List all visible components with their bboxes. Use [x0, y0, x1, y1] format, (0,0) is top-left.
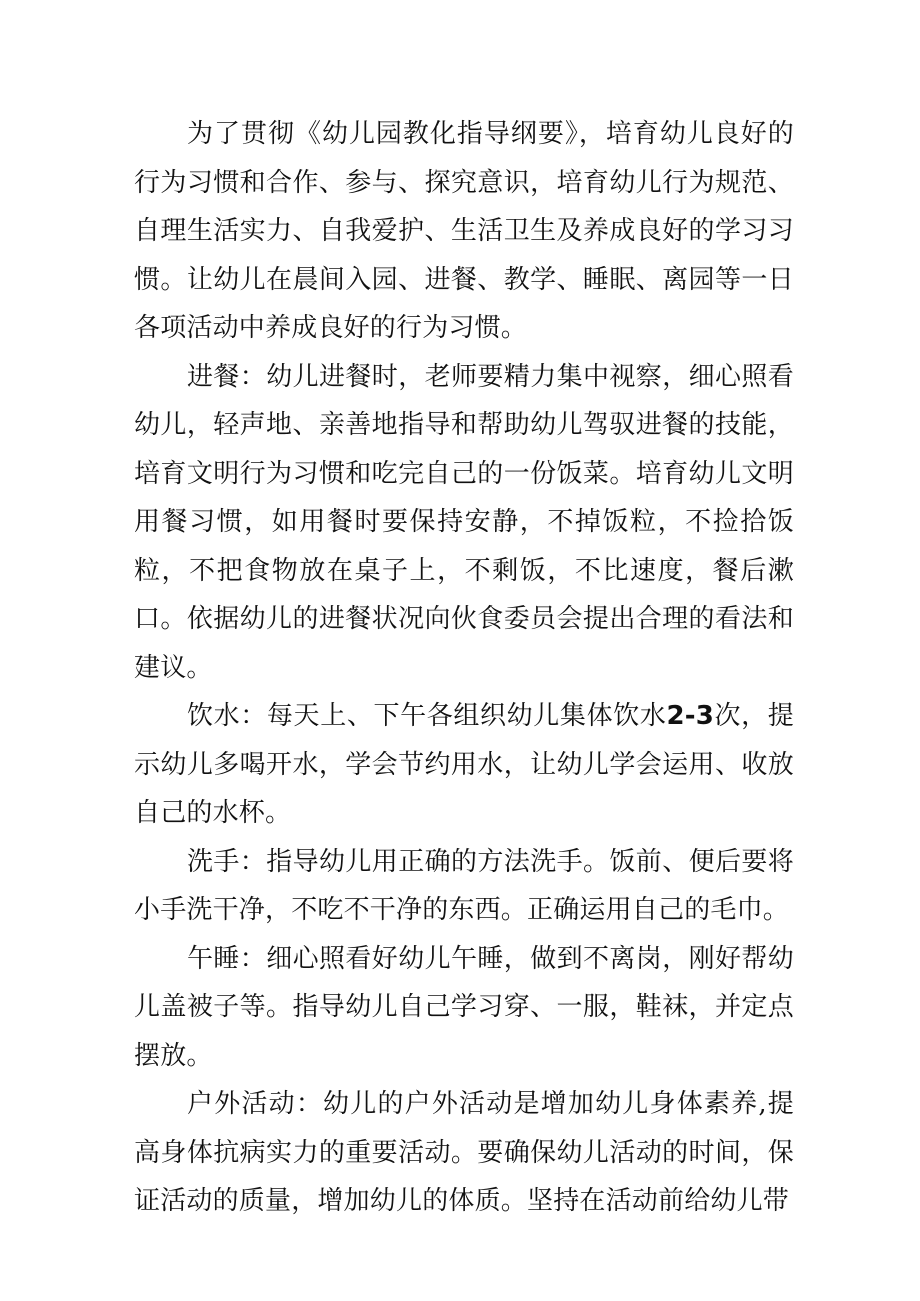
drinking-text-after: 次，提示幼儿多喝开水，学会节约用水，让幼儿学会运用、收放自己的水杯。 — [134, 701, 794, 828]
document-body — [134, 110, 794, 1226]
paragraph-outdoor-activity: 户外活动：幼儿的户外活动是增加幼儿身体素养,提高身体抗病实力的重要活动。要确保幼儿活动的时间，保证活动的质量，增加幼儿的体质。坚持在活动前给幼儿带 — [134, 1089, 794, 1216]
paragraph-handwashing: 洗手：指导幼儿用正确的方法洗手。饭前、便后要将小手洗干净，不吃不干净的东西。正确运用自己的毛巾。 — [134, 846, 794, 925]
drinking-times-number: 2-3 — [666, 701, 715, 731]
paragraph-dining: 进餐：幼儿进餐时，老师要精力集中视察，细心照看幼儿，轻声地、亲善地指导和帮助幼儿驾驭进餐的技能，培育文明行为习惯和吃完自己的一份饭菜。培育幼儿文明用餐习惯，如用餐时要保持安静，不掉饭粒，不捡拾饭粒，不把食物放在桌子上，不剩饭，不比速度，餐后漱口。依据幼儿的进餐状况向伙食委员会提出合理的看法和建议。 — [134, 361, 794, 683]
paragraph-drinking-water — [134, 692, 794, 838]
drinking-text-before: 饮水：每天上、下午各组织幼儿集体饮水 — [187, 701, 667, 731]
paragraph-nap: 午睡：细心照看好幼儿午睡，做到不离岗，刚好帮幼儿盖被子等。指导幼儿自己学习穿、一服，鞋袜，并定点摆放。 — [134, 943, 794, 1071]
paragraph-intro: 为了贯彻《幼儿园教化指导纲要》，培育幼儿良好的行为习惯和合作、参与、探究意识，培育幼儿行为规范、自理生活实力、自我爱护、生活卫生及养成良好的学习习惯。让幼儿在晨间入园、进餐、教学、睡眠、离园等一日各项活动中养成良好的行为习惯。 — [134, 119, 794, 343]
